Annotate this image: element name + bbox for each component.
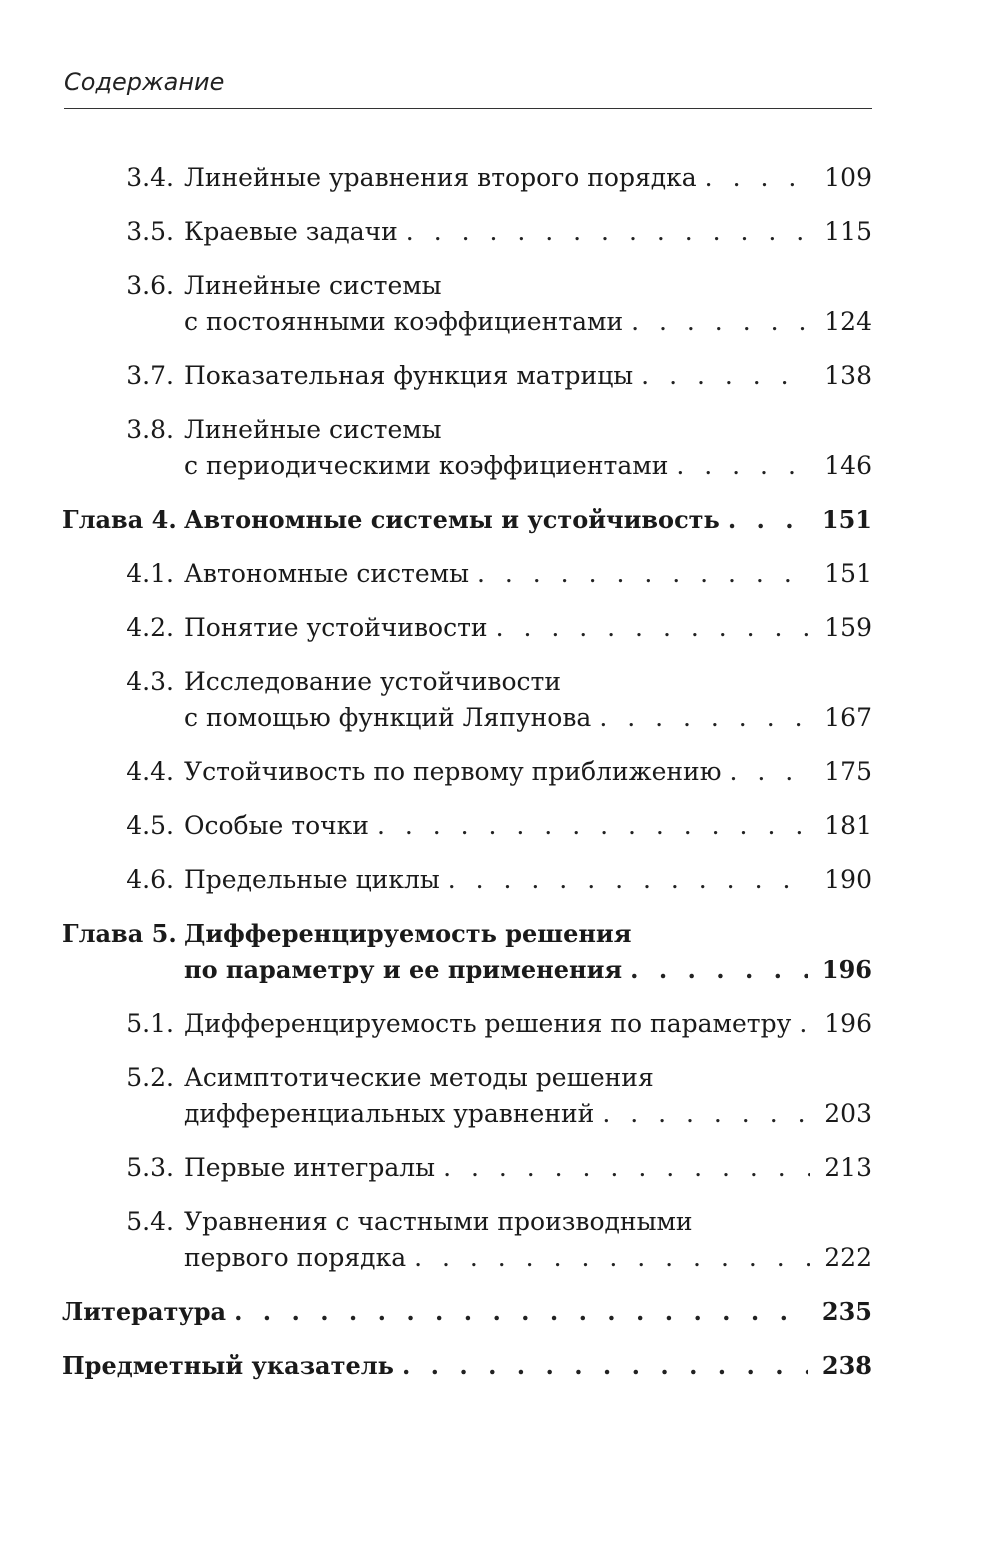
toc-entry-3-4[interactable] — [62, 160, 872, 196]
toc-entry-4-2[interactable] — [62, 610, 872, 646]
toc-page: 138 — [824, 361, 872, 390]
leader-dots — [402, 1348, 808, 1384]
toc-title: Предельные циклы — [184, 865, 440, 894]
toc-page: 175 — [824, 757, 872, 786]
toc-number: 5.2. — [126, 1063, 174, 1092]
chapter-number: Глава 5. — [62, 919, 177, 948]
toc-page: 213 — [824, 1153, 872, 1182]
header-rule — [64, 108, 872, 109]
toc-entry-4-6[interactable] — [62, 862, 872, 898]
chapter-title: Дифференцируемость решения — [184, 919, 632, 948]
toc-number: 4.2. — [126, 613, 174, 642]
leader-dots — [676, 448, 810, 484]
toc-title: Дифференцируемость решения по параметру — [184, 1009, 792, 1038]
leader-dots — [728, 502, 808, 538]
toc-chapter-4[interactable] — [62, 502, 872, 538]
toc-page: 196 — [824, 1009, 872, 1038]
leader-dots — [799, 1006, 810, 1042]
toc-entry-3-6[interactable] — [62, 268, 872, 340]
toc-page: 151 — [824, 559, 872, 588]
toc-entry-4-4[interactable] — [62, 754, 872, 790]
toc-page: 109 — [824, 163, 872, 192]
toc-page: 196 — [821, 955, 872, 984]
leader-dots — [234, 1294, 808, 1330]
toc-title: Понятие устойчивости — [184, 613, 488, 642]
toc-page: 167 — [824, 703, 872, 732]
chapter-title: Автономные системы и устойчивость — [184, 505, 720, 534]
toc-title-continued: первого порядка — [184, 1243, 407, 1272]
toc-page: 151 — [821, 505, 872, 534]
toc-entry-5-4[interactable] — [62, 1204, 872, 1276]
toc-title: Линейные уравнения второго порядка — [184, 163, 697, 192]
leader-dots — [496, 610, 811, 646]
leader-dots — [414, 1240, 810, 1276]
leader-dots — [641, 358, 810, 394]
toc-title: Краевые задачи — [184, 217, 398, 246]
chapter-number: Глава 4. — [62, 505, 177, 534]
toc-chapter-5[interactable] — [62, 916, 872, 988]
toc-page: 124 — [824, 307, 872, 336]
toc-title: Линейные системы — [184, 415, 442, 444]
toc-title: Устойчивость по первому приближению — [184, 757, 722, 786]
toc-page: 203 — [824, 1099, 872, 1128]
toc-number: 3.6. — [126, 271, 174, 300]
leader-dots — [406, 214, 810, 250]
toc-number: 4.4. — [126, 757, 174, 786]
subject-index-title: Предметный указатель — [62, 1351, 394, 1380]
toc-page: 159 — [824, 613, 872, 642]
toc-title: Исследование устойчивости — [184, 667, 562, 696]
toc-page: 190 — [824, 865, 872, 894]
toc-page: 235 — [821, 1297, 872, 1326]
toc-number: 3.5. — [126, 217, 174, 246]
leader-dots — [602, 1096, 810, 1132]
toc-page: 238 — [821, 1351, 872, 1380]
leader-dots — [599, 700, 810, 736]
toc-entry-3-7[interactable] — [62, 358, 872, 394]
toc-title: Автономные системы — [184, 559, 469, 588]
toc-number: 3.7. — [126, 361, 174, 390]
toc-number: 3.8. — [126, 415, 174, 444]
leader-dots — [631, 304, 810, 340]
leader-dots — [443, 1150, 810, 1186]
toc-entry-5-1[interactable] — [62, 1006, 872, 1042]
toc-entry-4-3[interactable] — [62, 664, 872, 736]
leader-dots — [630, 952, 808, 988]
toc-entry-3-5[interactable] — [62, 214, 872, 250]
toc-number: 4.3. — [126, 667, 174, 696]
running-head: Содержание — [64, 68, 225, 96]
toc-number: 4.5. — [126, 811, 174, 840]
toc-entry-4-1[interactable] — [62, 556, 872, 592]
toc-number: 5.1. — [126, 1009, 174, 1038]
toc-title-continued: дифференциальных уравнений — [184, 1099, 595, 1128]
toc-page: 146 — [824, 451, 872, 480]
toc-page: 115 — [824, 217, 872, 246]
toc-title-continued: с постоянными коэффициентами — [184, 307, 624, 336]
table-of-contents — [62, 160, 872, 1402]
leader-dots — [377, 808, 810, 844]
leader-dots — [477, 556, 810, 592]
toc-title: Первые интегралы — [184, 1153, 436, 1182]
toc-number: 4.6. — [126, 865, 174, 894]
toc-page: 181 — [824, 811, 872, 840]
toc-entry-5-2[interactable] — [62, 1060, 872, 1132]
leader-dots — [448, 862, 811, 898]
leader-dots — [729, 754, 810, 790]
toc-page: 222 — [824, 1243, 872, 1272]
toc-title-continued: с периодическими коэффициентами — [184, 451, 669, 480]
toc-number: 5.4. — [126, 1207, 174, 1236]
leader-dots — [705, 160, 811, 196]
toc-title: Линейные системы — [184, 271, 442, 300]
toc-title-continued: с помощью функций Ляпунова — [184, 703, 592, 732]
toc-title: Уравнения с частными производными — [184, 1207, 693, 1236]
toc-number: 3.4. — [126, 163, 174, 192]
toc-title: Асимптотические методы решения — [184, 1063, 654, 1092]
toc-bibliography[interactable] — [62, 1294, 872, 1330]
toc-number: 4.1. — [126, 559, 174, 588]
toc-entry-5-3[interactable] — [62, 1150, 872, 1186]
bibliography-title: Литература — [62, 1297, 227, 1326]
toc-title: Показательная функция матрицы — [184, 361, 634, 390]
toc-title: Особые точки — [184, 811, 369, 840]
chapter-title-continued: по параметру и ее применения — [184, 955, 623, 984]
toc-entry-3-8[interactable] — [62, 412, 872, 484]
toc-subject-index[interactable] — [62, 1348, 872, 1384]
toc-number: 5.3. — [126, 1153, 174, 1182]
toc-entry-4-5[interactable] — [62, 808, 872, 844]
